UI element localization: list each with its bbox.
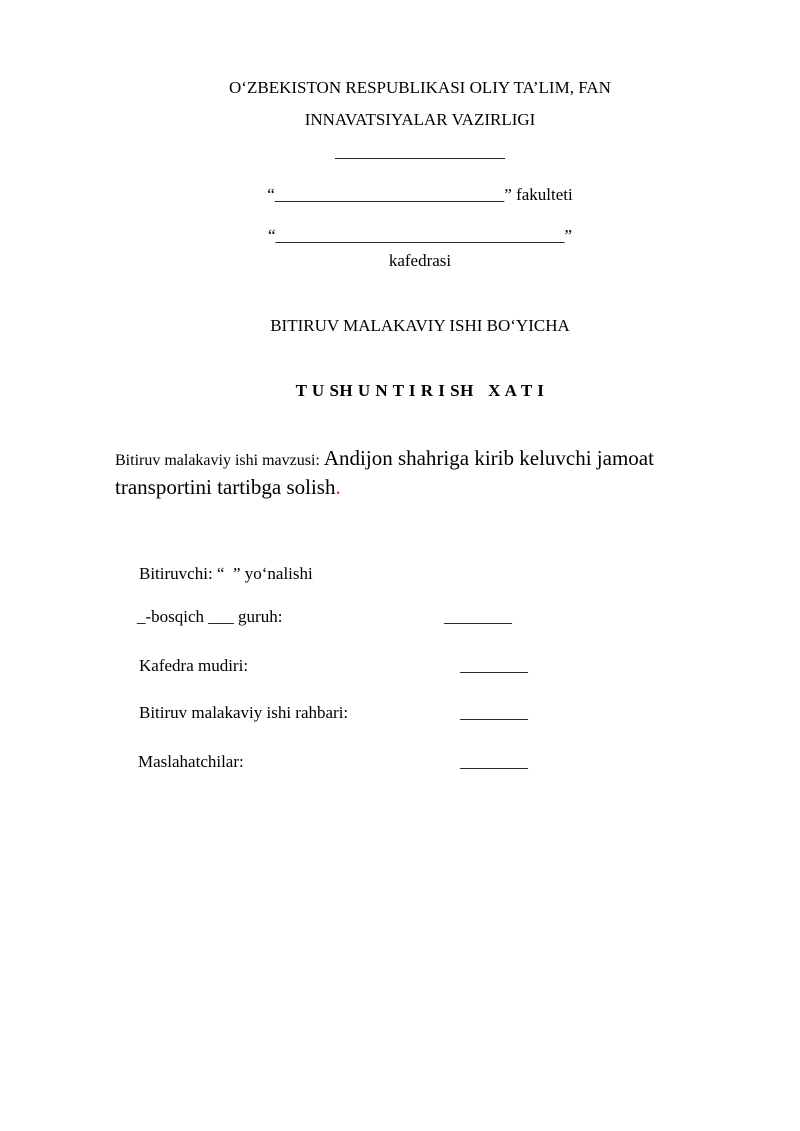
consultants-signature-blank: ________ [460,752,528,771]
head-of-department-signature-blank: ________ [460,656,528,675]
document-title: T U SH U N T I R I SH X A T I [295,381,545,400]
ministry-line-2: INNAVATSIYALAR VAZIRLIGI [304,110,536,129]
head-of-department-label: Kafedra mudiri: [139,656,249,675]
topic-text: Andijon shahriga kirib keluvchi jamoat transportini tartibga solish [115,446,654,499]
topic-end: . [335,475,341,499]
topic-label: Bitiruv malakaviy ishi mavzusi: [115,452,324,469]
blank-line: ____________________ [335,142,505,161]
stage-group-signature-blank: ________ [444,607,512,626]
stage-group-label: _-bosqich ___ guruh: [137,607,283,626]
document-subtitle: BITIRUV MALAKAVIY ISHI BO‘YICHA [270,316,570,335]
supervisor-label: Bitiruv malakaviy ishi rahbari: [139,703,349,722]
consultants-label: Maslahatchilar: [138,752,244,771]
ministry-line-1: O‘ZBEKISTON RESPUBLIKASI OLIY TA’LIM, FAN [229,78,611,97]
thesis-topic [115,445,735,501]
faculty-line: “___________________________” fakulteti [267,185,573,204]
supervisor-signature-blank: ________ [460,703,528,722]
department-line: “__________________________________” [267,226,573,245]
graduate-label: Bitiruvchi: “ ” yo‘nalishi [139,564,313,583]
department-label: kafedrasi [388,251,452,270]
